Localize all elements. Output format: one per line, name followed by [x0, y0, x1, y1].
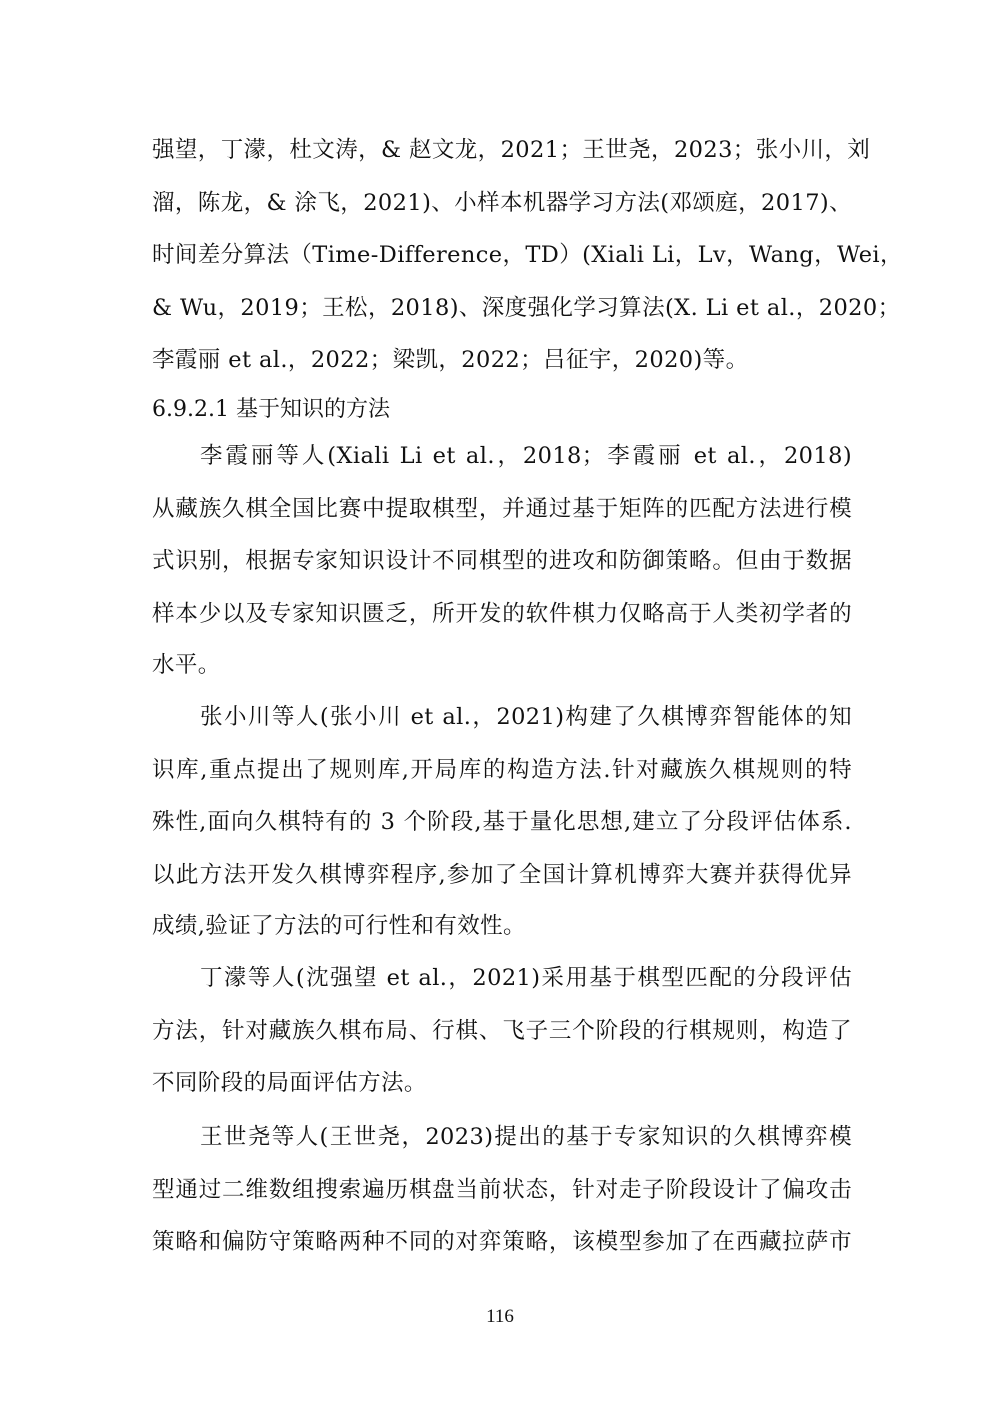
- body-line: 水平。: [152, 652, 221, 678]
- body-line: 式识别，根据专家知识设计不同棋型的进攻和防御策略。但由于数据: [152, 548, 852, 574]
- body-line: 溜，陈龙，& 涂飞，2021)、小样本机器学习方法(邓颂庭，2017)、: [152, 190, 852, 216]
- paragraph-first-line: 张小川等人(张小川 et al.，2021)构建了久棋博弈智能体的知: [200, 704, 852, 730]
- body-line: 从藏族久棋全国比赛中提取棋型，并通过基于矩阵的匹配方法进行模: [152, 496, 852, 522]
- body-line: 识库,重点提出了规则库,开局库的构造方法.针对藏族久棋规则的特: [152, 757, 852, 783]
- body-line: 成绩,验证了方法的可行性和有效性。: [152, 913, 526, 939]
- body-line: 不同阶段的局面评估方法。: [152, 1070, 427, 1096]
- page-number: 116: [486, 1306, 514, 1327]
- body-line: 李霞丽 et al.，2022；梁凯，2022；吕征宇，2020)等。: [152, 347, 749, 373]
- body-line: & Wu，2019；王松，2018)、深度强化学习算法(X. Li et al.，2020；: [152, 295, 901, 321]
- body-line: 时间差分算法（Time-Difference，TD）(Xiali Li，Lv，Wang，Wei，: [152, 242, 903, 268]
- paragraph-first-line: 李霞丽等人(Xiali Li et al.，2018；李霞丽 et al.，2018): [200, 443, 852, 469]
- paragraph-first-line: 丁濛等人(沈强望 et al.，2021)采用基于棋型匹配的分段评估: [200, 965, 852, 991]
- body-line: 型通过二维数组搜索遍历棋盘当前状态，针对走子阶段设计了偏攻击: [152, 1177, 852, 1203]
- body-line: 殊性,面向久棋特有的 3 个阶段,基于量化思想,建立了分段评估体系.: [152, 809, 852, 835]
- paragraph-first-line: 王世尧等人(王世尧，2023)提出的基于专家知识的久棋博弈模: [200, 1124, 852, 1150]
- section-heading: 6.9.2.1 基于知识的方法: [152, 397, 390, 422]
- body-line: 以此方法开发久棋博弈程序,参加了全国计算机博弈大赛并获得优异: [152, 862, 852, 888]
- body-line: 策略和偏防守策略两种不同的对弈策略，该模型参加了在西藏拉萨市: [152, 1229, 852, 1255]
- body-line: 样本少以及专家知识匮乏，所开发的软件棋力仅略高于人类初学者的: [152, 601, 852, 627]
- body-line: 强望，丁濛，杜文涛，& 赵文龙，2021；王世尧，2023；张小川，刘: [152, 137, 871, 163]
- body-line: 方法，针对藏族久棋布局、行棋、飞子三个阶段的行棋规则，构造了: [152, 1018, 852, 1044]
